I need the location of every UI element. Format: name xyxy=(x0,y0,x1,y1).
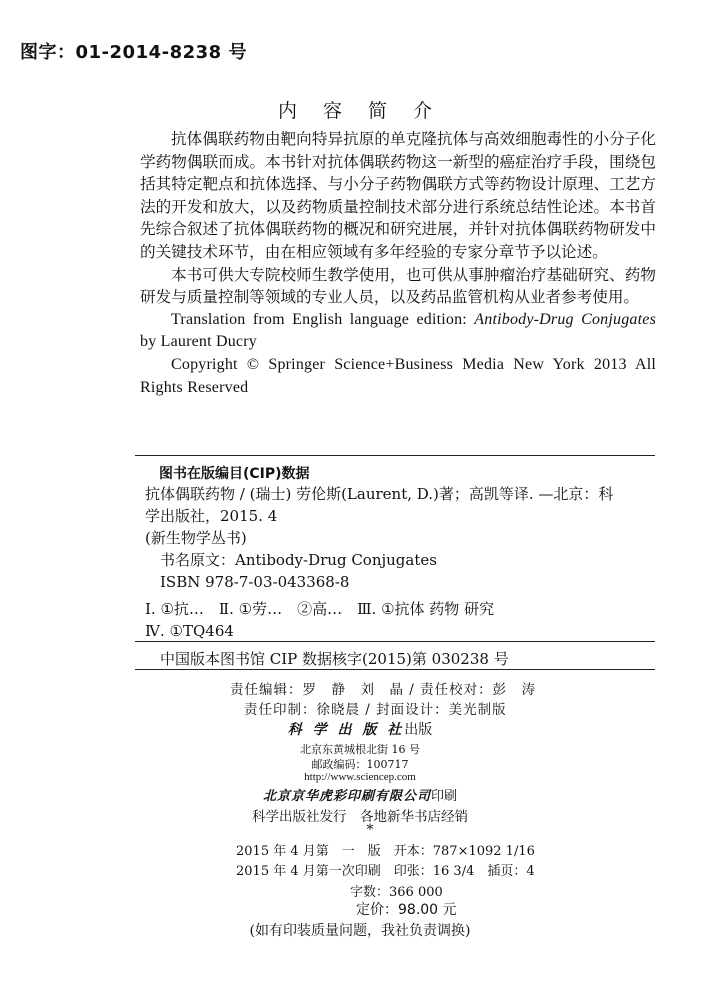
printer-suffix: 印刷 xyxy=(431,789,458,804)
quality-note: (如有印装质量问题，我社负责调换) xyxy=(249,923,471,939)
registration-number: 图字：01-2014-8238 号 xyxy=(20,42,247,63)
price: 定价：98.00 元 xyxy=(356,902,457,918)
publisher-suffix: 出版 xyxy=(404,722,433,738)
publisher-name xyxy=(0,719,720,739)
original-title: Antibody-Drug Conjugates xyxy=(474,310,656,328)
edition-line: 2015 年 4 月第 一 版 开本：787×1092 1/16 xyxy=(236,844,535,859)
word-count: 字数：366 000 xyxy=(350,885,443,900)
publisher-logo-text: 科 学 出 版 社 xyxy=(287,722,405,738)
publisher-address: 北京东黄城根北街 16 号 xyxy=(300,743,420,756)
translation-note xyxy=(140,309,656,354)
translation-author: by Laurent Ducry xyxy=(140,333,257,351)
summary-text xyxy=(140,128,656,399)
cip-class-line: Ⅰ. ①抗… Ⅱ. ①劳… ②高… Ⅲ. ①抗体 药物 研究 xyxy=(145,600,495,618)
printing-line: 2015 年 4 月第一次印刷 印张：16 3/4 插页：4 xyxy=(236,864,535,879)
translation-prefix: Translation from English language edition: xyxy=(171,310,475,328)
cip-line: ISBN 978-7-03-043368-8 xyxy=(160,573,350,591)
copyright-note: Copyright © Springer Science+Business Media New York 2013 All Rights Reserved xyxy=(140,355,656,396)
cip-line: 抗体偶联药物 / (瑞士) 劳伦斯(Laurent, D.)著；高凯等译. —北京：科 xyxy=(145,485,614,503)
printer-name: 北京京华虎彩印刷有限公司 xyxy=(262,789,431,804)
cip-line: (新生物学丛书) xyxy=(145,529,247,547)
divider xyxy=(135,455,655,456)
publisher-postcode: 邮政编码：100717 xyxy=(311,758,409,771)
cip-heading: 图书在版编目(CIP)数据 xyxy=(159,466,310,482)
printer xyxy=(0,785,720,804)
credits-production: 责任印制：徐晓晨 / 封面设计：美光制版 xyxy=(244,702,507,718)
cip-line: 学出版社，2015. 4 xyxy=(145,507,278,525)
summary-paragraph: 本书可供大专院校师生教学使用，也可供从事肿瘤治疗基础研究、药物研发与质量控制等领域的专业人员，以及药品监管机构从业者参考使用。 xyxy=(140,265,656,307)
divider xyxy=(135,669,655,670)
summary-paragraph: 抗体偶联药物由靶向特异抗原的单克隆抗体与高效细胞毒性的小分子化学药物偶联而成。本书针对抗体偶联药物这一新型的癌症治疗手段，围绕包括其特定靶点和抗体选择、与小分子药物偶联方式等药物设计原理、工艺方法的开发和放大，以及药物质量控制技术部分进行系统总结性论述。本书首先综合叙述了抗体偶联药物的概况和研究进展，并针对抗体偶联药物研发中的关键技术环节，由在相应领域有多年经验的专家分章节予以论述。 xyxy=(140,130,656,261)
cip-line: 书名原文：Antibody-Drug Conjugates xyxy=(160,551,437,569)
cip-class-line: Ⅳ. ①TQ464 xyxy=(145,622,234,640)
cip-classification xyxy=(145,598,494,642)
cip-record xyxy=(145,483,655,593)
page-title: 内 容 简 介 xyxy=(277,100,443,122)
cip-number: 中国版本图书馆 CIP 数据核字(2015)第 030238 号 xyxy=(160,650,509,668)
credits-editors: 责任编辑：罗 静 刘 晶 / 责任校对：彭 涛 xyxy=(230,682,537,698)
distribution: 科学出版社发行 各地新华书店经销 xyxy=(252,809,468,825)
separator-star: * xyxy=(366,822,374,838)
publisher-url: http://www.sciencep.com xyxy=(304,771,416,783)
divider xyxy=(135,641,655,642)
